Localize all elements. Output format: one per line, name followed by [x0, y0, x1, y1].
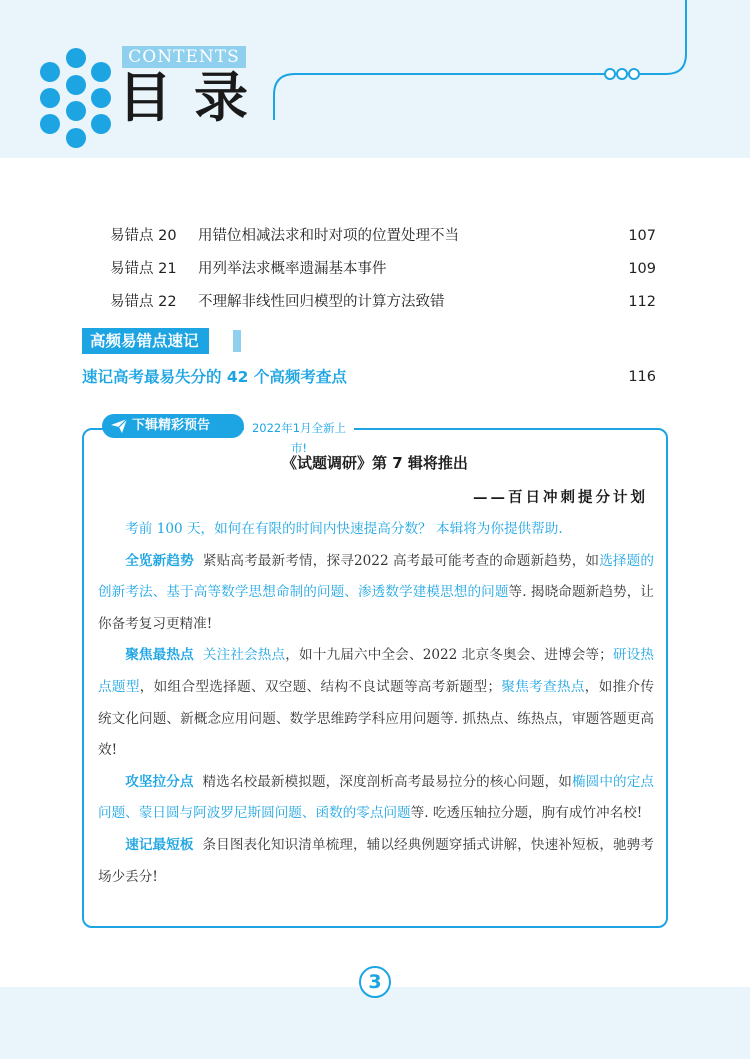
toc-entry-number: 易错点 22	[110, 294, 177, 310]
paper-plane-icon	[110, 417, 128, 435]
header-decoration	[0, 0, 750, 160]
preview-release-date: 2022年1月全新上市!	[244, 418, 354, 438]
section-banner: 高频易错点速记	[82, 328, 209, 354]
preview-body	[98, 514, 654, 893]
preview-tag-label: 下辑精彩预告	[132, 418, 211, 433]
preview-tag	[102, 414, 244, 438]
preview-paragraph: 攻坚拉分点 精选名校最新模拟题，深度剖析高考最易拉分的核心问题，如椭圆中的定点问题、蒙日圆与阿波罗尼斯圆问题、函数的零点问题等. 吃透压轴拉分题，朐有成竹冲名校!	[98, 773, 655, 822]
paragraph-heading: 攻坚拉分点	[125, 773, 194, 790]
toc-entry-title: 不理解非线性回归模型的计算方法致错	[198, 294, 445, 310]
quick-review-entry[interactable]	[82, 365, 656, 389]
paragraph-heading: 聚焦最热点	[125, 647, 194, 664]
chain-dots-icon	[605, 69, 639, 79]
toc-entry-number: 易错点 21	[110, 261, 177, 277]
preview-paragraph: 速记最短板 条目图表化知识清单梳理，辅以经典例题穿插式讲解，快速补短板，驰骋考场少丢分!	[98, 836, 654, 885]
toc-entry[interactable]	[110, 224, 656, 248]
toc-entry-title: 用错位相减法求和时对项的位置处理不当	[198, 228, 459, 244]
toc-entry[interactable]	[110, 257, 656, 281]
toc-entry-title: 用列举法求概率遗漏基本事件	[198, 261, 387, 277]
quick-review-title: 速记高考最易失分的 42 个高频考查点	[82, 368, 347, 386]
toc-entry-number: 易错点 20	[110, 228, 177, 244]
page-number: 3	[359, 966, 391, 998]
preview-signature: ——百日冲刺提分计划	[473, 489, 648, 506]
preview-paragraph: 全览新趋势 紧贴高考最新考情，探寻2022 高考最可能考查的命题新趋势，如选择题的创新考法、基于高等数学思想命制的问题、渗透数学建模思想的问题等. 揭晓命题新趋势，让你备考复习更精准!	[98, 552, 655, 632]
preview-paragraph: 聚焦最热点 关注社会热点，如十九届六中全会、2022 北京冬奥会、进博会等；研设热点题型，如组合型选择题、双空题、结构不良试题等高考新题型；聚焦考查热点，如推介传统文化问题、新概念应用问题、数学思维跨学科应用问题等. 抓热点、练热点，审题答题更高效!	[98, 647, 655, 759]
header-curve-line	[274, 74, 604, 120]
toc-entry[interactable]	[110, 290, 656, 314]
toc-entry-page: 112	[628, 294, 656, 310]
toc-entry-page: 107	[628, 228, 656, 244]
contents-label: CONTENTS	[122, 46, 246, 68]
dots-logo-icon	[40, 48, 111, 148]
toc-entry-page: 109	[628, 261, 656, 277]
preview-intro: 考前 100 天，如何在有限的时间内快速提高分数？ 本辑将为你提供帮助.	[125, 521, 563, 537]
paragraph-heading: 全览新趋势	[125, 552, 194, 569]
quick-review-page: 116	[628, 369, 656, 385]
section-banner-tab	[233, 330, 241, 352]
paragraph-heading: 速记最短板	[125, 836, 194, 853]
preview-title: 《试题调研》第 7 辑将推出	[282, 454, 468, 472]
page-title: 目录	[118, 66, 270, 129]
